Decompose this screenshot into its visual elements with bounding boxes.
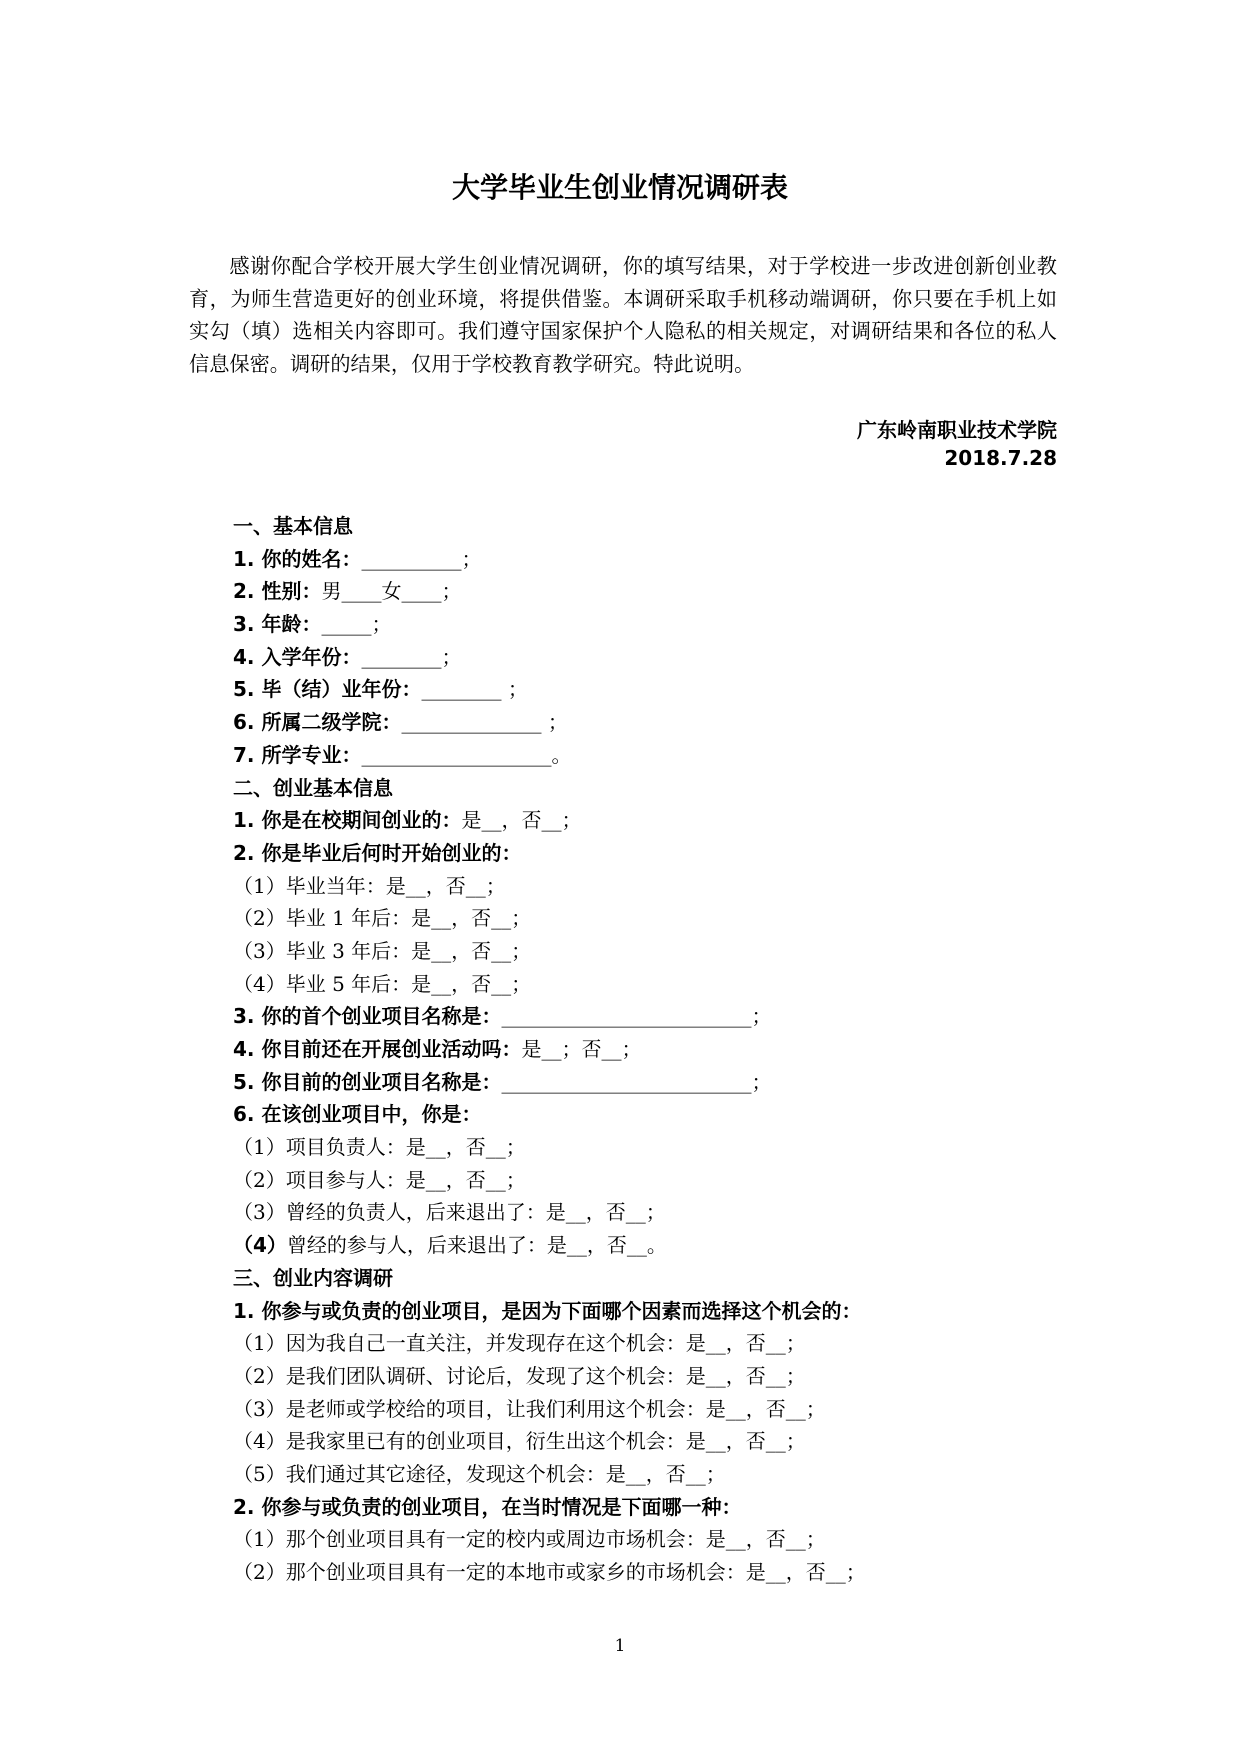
survey-line	[233, 902, 1113, 935]
survey-line	[233, 804, 1113, 837]
question-label: 4. 入学年份：	[233, 644, 362, 669]
question-label: 6. 所属二级学院：	[233, 710, 402, 735]
question-label: 5. 你目前的创业项目名称是：	[233, 1069, 502, 1094]
answer-text: （2）项目参与人：是__，否__；	[233, 1167, 526, 1192]
survey-line	[233, 1425, 1113, 1458]
survey-line	[233, 1262, 1113, 1295]
question-label: 1. 你的姓名：	[233, 546, 362, 571]
survey-line	[233, 772, 1113, 805]
answer-text: （3）曾经的负责人，后来退出了：是__，否__；	[233, 1200, 666, 1225]
intro-paragraph: 感谢你配合学校开展大学生创业情况调研，你的填写结果，对于学校进一步改进创新创业教育，为师生营造更好的创业环境，将提供借鉴。本调研采取手机移动端调研，你只要在手机上如实勾（填）选相关内容即可。我们遵守国家保护个人隐私的相关规定，对调研结果和各位的私人信息保密。调研的结果，仅用于学校教育教学研究。特此说明。	[189, 254, 1057, 377]
answer-text: ________ ；	[421, 677, 528, 702]
survey-line	[233, 935, 1113, 968]
survey-line	[233, 1033, 1113, 1066]
answer-text: （1）那个创业项目具有一定的校内或周边市场机会：是__，否__；	[233, 1527, 826, 1552]
question-label: 4. 你目前还在开展创业活动吗：	[233, 1037, 522, 1061]
survey-line	[233, 1098, 1113, 1131]
survey-line	[233, 1491, 1113, 1524]
answer-text: 是__；否__；	[521, 1037, 642, 1061]
survey-line	[233, 1164, 1113, 1197]
answer-text: （3）是老师或学校给的项目，让我们利用这个机会：是__，否__；	[233, 1396, 826, 1421]
answer-text: ________；	[361, 644, 462, 669]
document-date: 2018.7.28	[944, 446, 1057, 470]
survey-line	[233, 1295, 1113, 1328]
answer-text: （3）毕业 3 年后：是__，否__；	[233, 938, 532, 963]
survey-line	[233, 739, 1113, 772]
question-label: 7. 所学专业：	[233, 742, 362, 767]
survey-line	[233, 706, 1113, 739]
survey-line	[233, 1556, 1113, 1589]
survey-line	[233, 673, 1113, 706]
organization-name: 广东岭南职业技术学院	[857, 418, 1057, 442]
survey-line	[233, 1458, 1113, 1491]
answer-text: （2）是我们团队调研、讨论后，发现了这个机会：是__，否__；	[233, 1363, 806, 1388]
question-label: （4）	[233, 1233, 287, 1258]
survey-line	[233, 608, 1113, 641]
survey-line	[233, 1131, 1113, 1164]
answer-text: （1）因为我自己一直关注，并发现存在这个机会：是__，否__；	[233, 1331, 806, 1356]
answer-text: ______________ ；	[401, 710, 568, 735]
document-title: 大学毕业生创业情况调研表	[451, 171, 788, 204]
survey-line	[233, 1393, 1113, 1426]
survey-line	[233, 510, 1113, 543]
survey-line	[233, 543, 1113, 576]
survey-line	[233, 1523, 1113, 1556]
survey-line	[233, 870, 1113, 903]
question-label: 3. 年龄：	[233, 612, 322, 637]
question-label: 一、基本信息	[233, 514, 353, 538]
survey-line	[233, 575, 1113, 608]
question-label: 2. 你参与或负责的创业项目，在当时情况是下面哪一种：	[233, 1494, 742, 1519]
survey-line	[233, 1360, 1113, 1393]
page-number: 1	[614, 1636, 626, 1656]
question-label: 6. 在该创业项目中，你是：	[233, 1102, 482, 1127]
answer-text: 曾经的参与人，后来退出了：是__，否__。	[286, 1233, 667, 1258]
answer-text: （4）毕业 5 年后：是__，否__；	[233, 971, 532, 996]
answer-text: （2）那个创业项目具有一定的本地市或家乡的市场机会：是__，否__；	[233, 1560, 866, 1584]
answer-text: （2）毕业 1 年后：是__，否__；	[233, 906, 532, 931]
answer-text: __________；	[361, 546, 482, 571]
answer-text: _________________________；	[501, 1069, 772, 1094]
question-label: 1. 你是在校期间创业的：	[233, 808, 462, 833]
answer-text: （1）毕业当年：是__，否__；	[233, 873, 506, 898]
answer-text: （1）项目负责人：是__，否__；	[233, 1135, 526, 1160]
answer-text: 是__，否__；	[461, 808, 582, 833]
question-label: 2. 你是毕业后何时开始创业的：	[233, 840, 522, 865]
question-label: 二、创业基本信息	[233, 775, 393, 800]
question-label: 2. 性别：	[233, 579, 322, 604]
survey-line	[233, 1229, 1113, 1262]
survey-line	[233, 1196, 1113, 1229]
survey-line	[233, 1000, 1113, 1033]
survey-line	[233, 641, 1113, 674]
survey-line	[233, 837, 1113, 870]
survey-line	[233, 968, 1113, 1001]
question-label: 三、创业内容调研	[233, 1265, 393, 1290]
answer-text: _________________________；	[501, 1004, 772, 1029]
answer-text: （4）是我家里已有的创业项目，衍生出这个机会：是__，否__；	[233, 1429, 806, 1454]
question-label: 3. 你的首个创业项目名称是：	[233, 1004, 502, 1029]
survey-line	[233, 1327, 1113, 1360]
survey-line	[233, 1066, 1113, 1099]
answer-text: _____；	[321, 612, 392, 637]
question-label: 1. 你参与或负责的创业项目，是因为下面哪个因素而选择这个机会的：	[233, 1298, 862, 1323]
answer-text: ___________________。	[361, 742, 572, 767]
question-label: 5. 毕（结）业年份：	[233, 677, 422, 702]
answer-text: （5）我们通过其它途径，发现这个机会：是__，否__；	[233, 1461, 726, 1486]
survey-questions	[233, 510, 1113, 1589]
answer-text: 男____女____；	[321, 579, 462, 604]
